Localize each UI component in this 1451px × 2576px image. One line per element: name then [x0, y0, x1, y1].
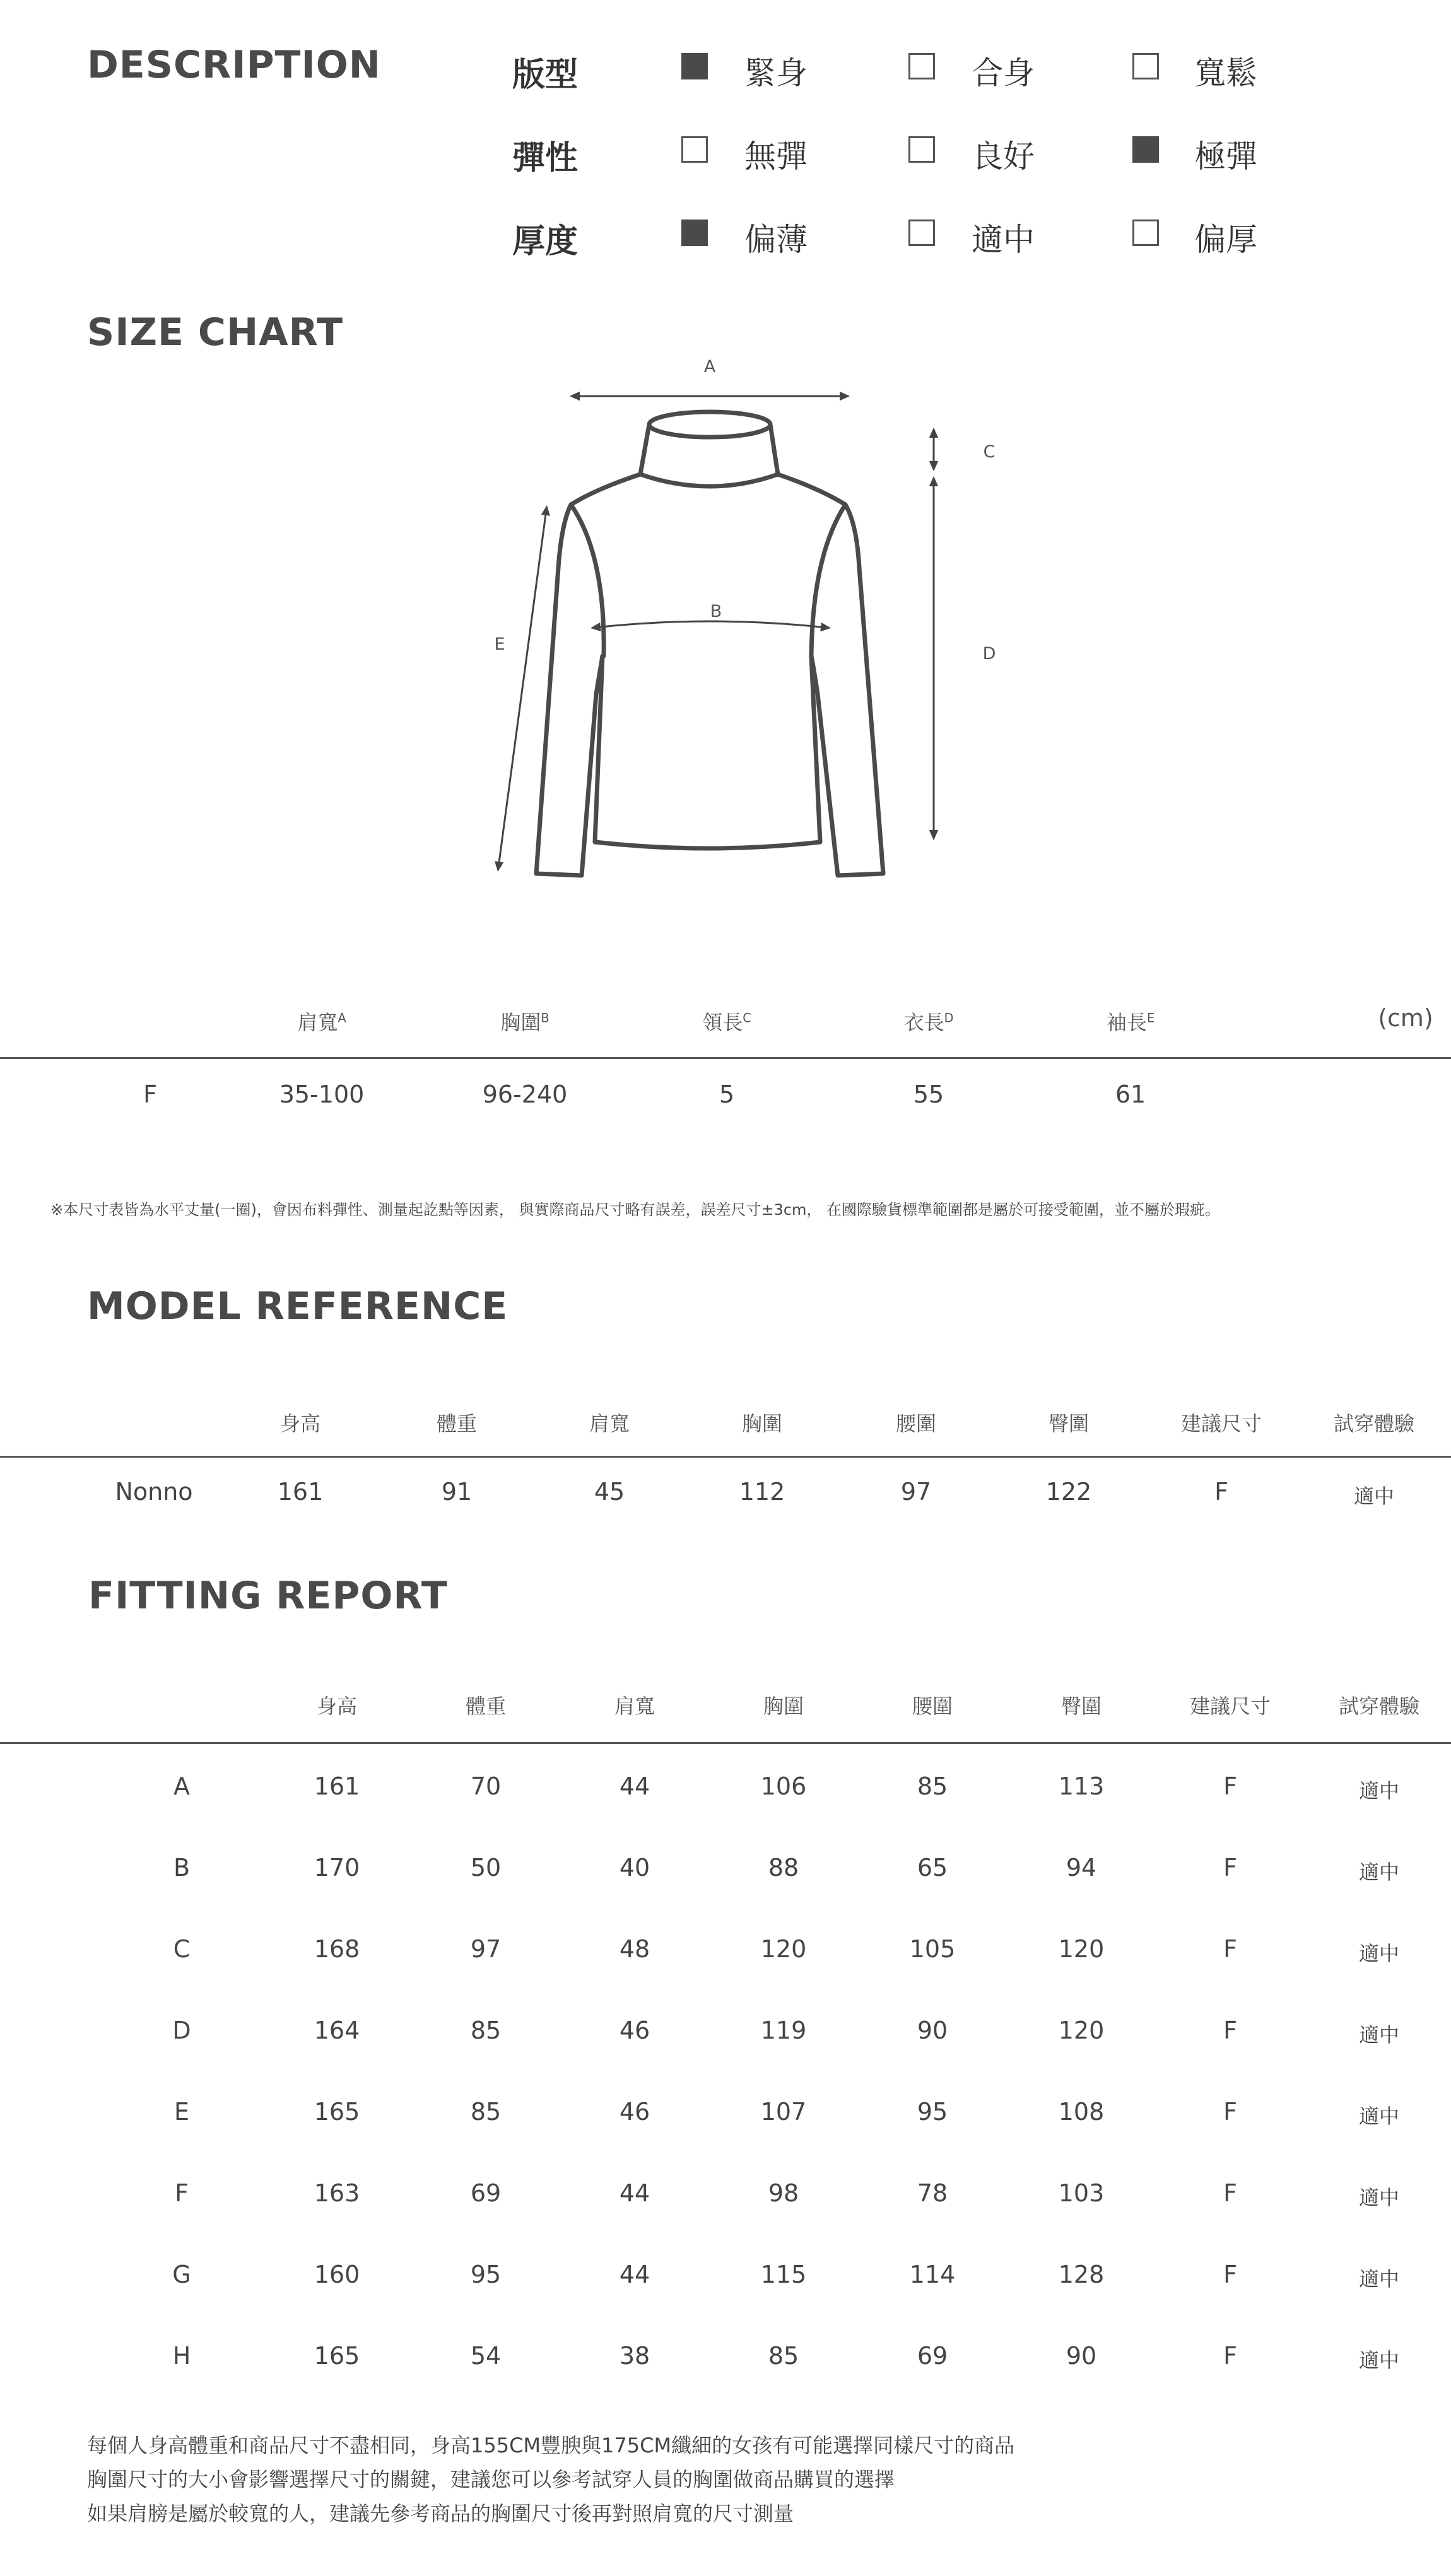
model-value-height: 161 — [277, 1478, 324, 1506]
fitting-value-suggested-size: F — [1223, 2179, 1237, 2207]
fitting-value-chest: 98 — [768, 2179, 799, 2207]
fitting-value-chest: 85 — [768, 2342, 799, 2370]
dimension-line-b — [595, 621, 826, 628]
thickness-option-thin: 偏薄 — [744, 221, 808, 258]
size-header-shoulder: 肩寬$^A$ — [297, 1010, 346, 1034]
model-table-divider — [0, 1456, 1451, 1458]
fitting-name: E — [173, 2098, 190, 2126]
fitting-value-hip: 90 — [1066, 2342, 1097, 2370]
fitting-value-shoulder: 38 — [619, 2342, 650, 2370]
model-value-waist: 97 — [900, 1478, 932, 1506]
armhole-right — [811, 505, 845, 656]
thickness-option-thick: 偏厚 — [1194, 221, 1257, 258]
fitting-value-waist: 65 — [917, 1854, 948, 1882]
fitting-value-hip: 94 — [1066, 1854, 1097, 1882]
thickness-label: 厚度 — [512, 223, 579, 261]
fitting-name: D — [172, 2017, 191, 2044]
elasticity-option-none: 無彈 — [744, 138, 808, 175]
fitting-value-hip: 128 — [1058, 2261, 1105, 2288]
fitting-value-height: 168 — [314, 1935, 360, 1963]
model-value-shoulder: 45 — [594, 1478, 625, 1506]
fitting-value-fit-experience: 適中 — [1358, 2023, 1400, 2047]
size-header-length: 衣長$^D$ — [903, 1010, 954, 1034]
size-chart-heading: SIZE CHART — [87, 310, 344, 354]
fitting-value-chest: 115 — [760, 2261, 807, 2288]
fitting-value-height: 165 — [314, 2342, 360, 2370]
size-value-shoulder: 35-100 — [279, 1080, 365, 1108]
fitting-value-waist: 78 — [917, 2179, 948, 2207]
fitting-name: C — [173, 1935, 191, 1963]
fitting-value-shoulder: 46 — [619, 2098, 650, 2126]
fitting-value-fit-experience: 適中 — [1358, 2267, 1400, 2291]
model-header-fit-experience: 試穿體驗 — [1333, 1412, 1415, 1436]
size-unit: (cm) — [1378, 1004, 1433, 1032]
fitting-value-fit-experience: 適中 — [1358, 2104, 1400, 2128]
fitting-header-height: 身高 — [316, 1694, 358, 1718]
model-name: Nonno — [115, 1478, 193, 1506]
fitting-value-hip: 103 — [1058, 2179, 1105, 2207]
fitting-value-fit-experience: 適中 — [1358, 1779, 1400, 1803]
fitting-value-suggested-size: F — [1223, 1854, 1237, 1882]
fitting-value-hip: 120 — [1058, 2017, 1105, 2044]
fitting-value-shoulder: 48 — [619, 1935, 650, 1963]
fitting-value-chest: 88 — [768, 1854, 799, 1882]
fitting-value-shoulder: 46 — [619, 2017, 650, 2044]
fitting-name: G — [172, 2261, 191, 2288]
fitting-name: H — [172, 2342, 191, 2370]
label-a: A — [703, 357, 716, 377]
size-disclaimer: ※本尺寸表皆為水平丈量(一圈)，會因布料彈性、測量起訖點等因素， 與實際商品尺寸略有誤差，誤差尺寸±3cm， 在國際驗貨標準範圍都是屬於可接受範圍，並不屬於瑕疵。 — [50, 1201, 1221, 1219]
size-value-chest: 96-240 — [482, 1080, 568, 1108]
footer-line-3: 如果肩膀是屬於較寬的人，建議先參考商品的胸圍尺寸後再對照肩寬的尺寸測量 — [87, 2502, 794, 2526]
thickness-option-medium: 適中 — [972, 221, 1035, 258]
fitting-report-heading: FITTING REPORT — [88, 1574, 448, 1618]
model-header-waist: 腰圍 — [895, 1412, 937, 1436]
size-value-collar: 5 — [719, 1080, 735, 1108]
label-d: D — [982, 644, 996, 664]
fitting-value-weight: 70 — [470, 1772, 502, 1800]
model-value-hip: 122 — [1045, 1478, 1092, 1506]
model-value-weight: 91 — [441, 1478, 473, 1506]
fitting-value-waist: 105 — [909, 1935, 956, 1963]
elasticity-option-good: 良好 — [972, 138, 1035, 175]
fitting-value-height: 170 — [314, 1854, 360, 1882]
model-reference-heading: MODEL REFERENCE — [87, 1284, 508, 1328]
model-value-suggested-size: F — [1214, 1478, 1228, 1506]
size-header-collar: 領長$^C$ — [702, 1010, 751, 1034]
fitting-value-hip: 108 — [1058, 2098, 1105, 2126]
collar-outline — [649, 412, 770, 437]
label-b: B — [710, 602, 722, 621]
fitting-value-shoulder: 44 — [619, 1772, 650, 1800]
fit-option-regular: 合身 — [972, 55, 1035, 91]
fitting-value-height: 164 — [314, 2017, 360, 2044]
fitting-value-suggested-size: F — [1223, 2098, 1237, 2126]
fitting-header-chest: 胸圍 — [763, 1694, 804, 1718]
fitting-value-chest: 119 — [760, 2017, 807, 2044]
model-header-height: 身高 — [279, 1412, 321, 1436]
fitting-header-shoulder: 肩寬 — [614, 1694, 655, 1718]
fitting-name: A — [173, 1772, 190, 1800]
fitting-value-chest: 107 — [760, 2098, 807, 2126]
label-c: C — [983, 442, 996, 462]
model-header-hip: 臀圍 — [1048, 1412, 1090, 1436]
fitting-value-suggested-size: F — [1223, 2342, 1237, 2370]
fitting-value-chest: 106 — [760, 1772, 807, 1800]
fitting-header-weight: 體重 — [465, 1694, 507, 1718]
label-e: E — [494, 635, 505, 654]
fitting-value-suggested-size: F — [1223, 1772, 1237, 1800]
fitting-value-waist: 69 — [917, 2342, 948, 2370]
description-heading: DESCRIPTION — [87, 43, 382, 87]
size-header-chest: 胸圍$^B$ — [500, 1010, 549, 1034]
fit-option-tight: 緊身 — [744, 55, 808, 91]
fitting-value-weight: 69 — [470, 2179, 502, 2207]
size-value-length: 55 — [913, 1080, 944, 1108]
fitting-value-suggested-size: F — [1223, 2017, 1237, 2044]
model-header-shoulder: 肩寬 — [589, 1412, 630, 1436]
armhole-left — [571, 505, 604, 656]
fitting-value-weight: 85 — [470, 2098, 502, 2126]
fitting-value-weight: 50 — [470, 1854, 502, 1882]
footer-line-1: 每個人身高體重和商品尺寸不盡相同，身高155CM豐腴與175CM纖細的女孩有可能選擇同樣尺寸的商品 — [87, 2433, 1015, 2457]
footer-line-2: 胸圍尺寸的大小會影響選擇尺寸的關鍵，建議您可以參考試穿人員的胸圍做商品購買的選擇 — [87, 2468, 895, 2491]
fitting-value-hip: 120 — [1058, 1935, 1105, 1963]
fitting-value-fit-experience: 適中 — [1358, 2348, 1400, 2372]
fitting-name: F — [175, 2179, 189, 2207]
fitting-value-fit-experience: 適中 — [1358, 2186, 1400, 2210]
model-header-weight: 體重 — [436, 1412, 478, 1436]
model-header-suggested-size: 建議尺寸 — [1180, 1412, 1262, 1436]
elasticity-label: 彈性 — [512, 139, 579, 177]
fitting-value-hip: 113 — [1058, 1772, 1105, 1800]
fitting-header-waist: 腰圍 — [912, 1694, 953, 1718]
fitting-value-shoulder: 44 — [619, 2261, 650, 2288]
fitting-value-weight: 54 — [470, 2342, 502, 2370]
elasticity-option-high: 極彈 — [1194, 138, 1257, 175]
fitting-header-fit-experience: 試穿體驗 — [1338, 1694, 1420, 1718]
size-header-sleeve: 袖長$^E$ — [1106, 1010, 1155, 1034]
fitting-name: B — [173, 1854, 191, 1882]
size-row-label: F — [143, 1080, 157, 1108]
fitting-value-weight: 97 — [470, 1935, 502, 1963]
fitting-value-fit-experience: 適中 — [1358, 1941, 1400, 1965]
fitting-value-fit-experience: 適中 — [1358, 1860, 1400, 1884]
fitting-value-weight: 95 — [470, 2261, 502, 2288]
fitting-value-suggested-size: F — [1223, 1935, 1237, 1963]
fitting-value-height: 160 — [314, 2261, 360, 2288]
model-header-chest: 胸圍 — [741, 1412, 783, 1436]
fitting-value-waist: 90 — [917, 2017, 948, 2044]
model-value-chest: 112 — [739, 1478, 785, 1506]
fitting-header-hip: 臀圍 — [1060, 1694, 1102, 1718]
fitting-header-suggested-size: 建議尺寸 — [1189, 1694, 1271, 1718]
size-table-divider — [0, 1057, 1451, 1059]
fitting-value-suggested-size: F — [1223, 2261, 1237, 2288]
fit-label: 版型 — [512, 56, 579, 94]
fitting-value-height: 165 — [314, 2098, 360, 2126]
fit-option-loose: 寬鬆 — [1194, 55, 1257, 91]
fitting-value-shoulder: 40 — [619, 1854, 650, 1882]
fitting-value-chest: 120 — [760, 1935, 807, 1963]
garment-diagram — [0, 0, 1451, 915]
fitting-value-height: 161 — [314, 1772, 360, 1800]
fitting-value-height: 163 — [314, 2179, 360, 2207]
fitting-value-waist: 114 — [909, 2261, 956, 2288]
fitting-value-waist: 95 — [917, 2098, 948, 2126]
fitting-table-divider — [0, 1742, 1451, 1744]
size-value-sleeve: 61 — [1115, 1080, 1146, 1108]
fitting-value-shoulder: 44 — [619, 2179, 650, 2207]
fitting-value-waist: 85 — [917, 1772, 948, 1800]
fitting-value-weight: 85 — [470, 2017, 502, 2044]
model-value-fit-experience: 適中 — [1353, 1484, 1395, 1508]
